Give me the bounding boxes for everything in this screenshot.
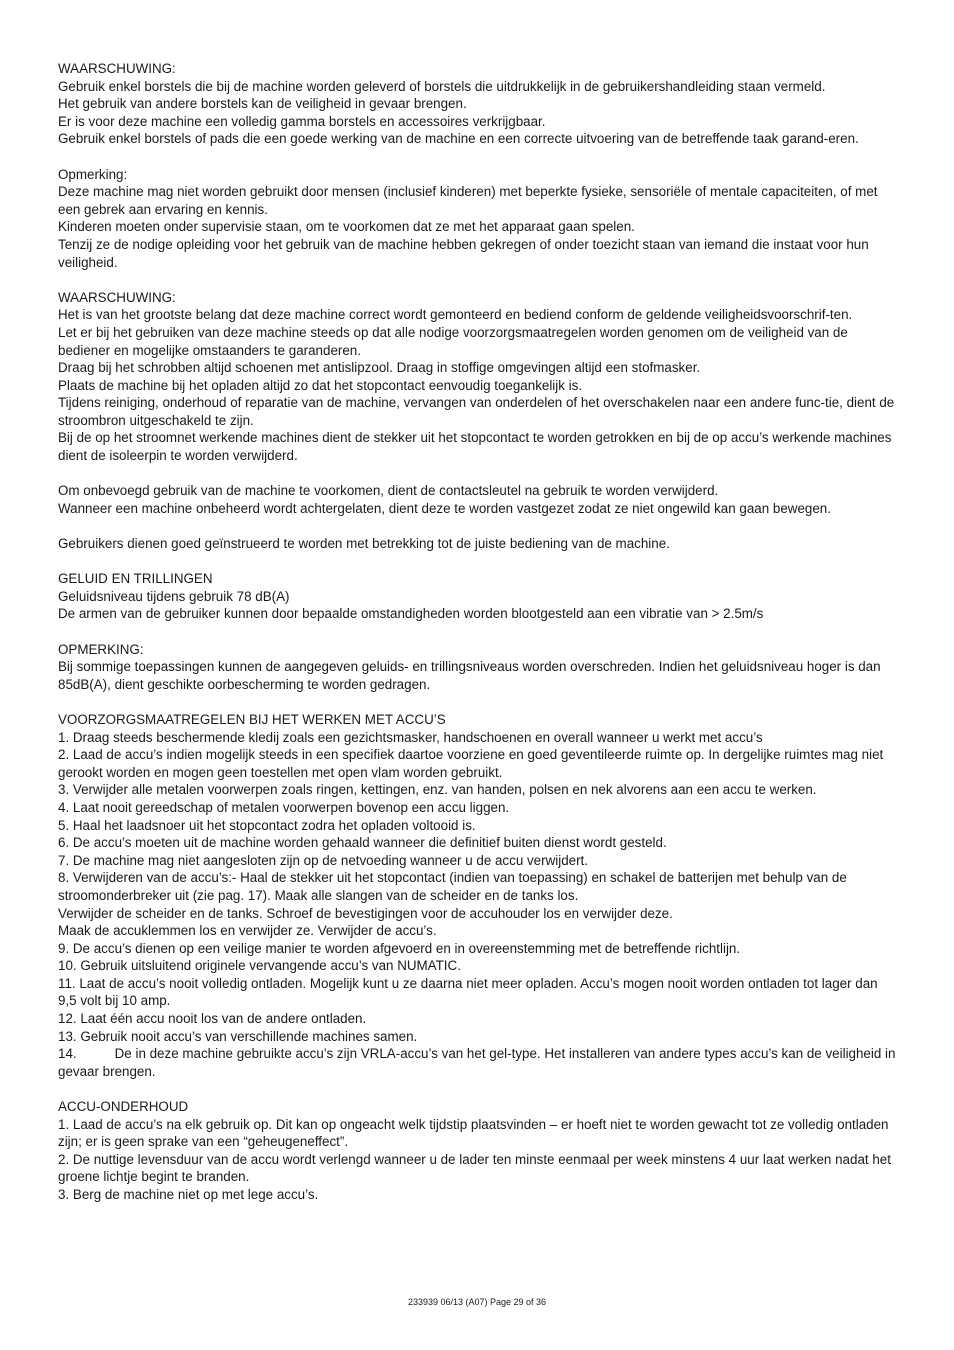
section-heading: OPMERKING: [58, 641, 144, 657]
document-body [58, 60, 898, 1221]
section-heading: WAARSCHUWING: [58, 289, 176, 305]
paragraph-line: 3. Verwijder alle metalen voorwerpen zoals ringen, kettingen, enz. van handen, polsen en nek alvorens aan een accu te werken. [58, 782, 817, 798]
paragraph-line: Bij sommige toepassingen kunnen de aangegeven geluids- en trillingsniveaus worden overschreden. Indien het geluidsniveau hoger is dan 85dB(A), dient geschikte oorbescherming te worden gedragen. [58, 659, 881, 692]
paragraph-line: 7. De machine mag niet aangesloten zijn op de netvoeding wanneer u de accu verwijdert. [58, 852, 589, 868]
section [58, 570, 898, 623]
section [58, 289, 898, 465]
paragraph-line: Gebruik enkel borstels die bij de machine worden geleverd of borstels die uitdrukkelijk in de gebruikershandleiding staan vermeld. [58, 78, 826, 94]
paragraph-line: 4. Laat nooit gereedschap of metalen voorwerpen bovenop een accu liggen. [58, 799, 510, 815]
paragraph-line: Wanneer een machine onbeheerd wordt achtergelaten, dient deze te worden vastgezet zodat ze niet ongewild kan gaan bewegen. [58, 500, 831, 516]
paragraph-line: 12. Laat één accu nooit los van de andere ontladen. [58, 1011, 367, 1027]
list-item-text: De in deze machine gebruikte accu’s zijn VRLA-accu’s van het gel-type. Het installeren van andere types accu’s kan de veiligheid in gevaar brengen. [58, 1046, 896, 1079]
paragraph-line: 2. De nuttige levensduur van de accu wordt verlengd wanneer u de lader ten minste eenmaal per week minstens 4 uur laat werken nadat het groene lichtje begint te branden. [58, 1151, 891, 1185]
page-footer: 233939 06/13 (A07) Page 29 of 36 [407, 1297, 547, 1307]
paragraph-line: Kinderen moeten onder supervisie staan, om te voorkomen dat ze met het apparaat gaan spelen. [58, 219, 635, 235]
section-heading: GELUID EN TRILLINGEN [58, 571, 213, 587]
section-heading: WAARSCHUWING: [58, 61, 176, 76]
paragraph-line: Gebruik enkel borstels of pads die een goede werking van de machine en een correcte uitvoering van de betreffende taak garand-eren. [58, 131, 859, 147]
section [58, 482, 898, 517]
paragraph-line: Gebruikers dienen goed geïnstrueerd te worden met betrekking tot de juiste bediening van de machine. [58, 536, 670, 552]
paragraph-line: 6. De accu’s moeten uit de machine worden gehaald wanneer die definitief buiten dienst wordt gesteld. [58, 835, 667, 851]
paragraph-line: Deze machine mag niet worden gebruikt door mensen (inclusief kinderen) met beperkte fysieke, sensoriële of mentale capaciteiten, of met een gebrek aan ervaring en kennis. [58, 184, 878, 217]
paragraph-line: Maak de accuklemmen los en verwijder ze. Verwijder de accu’s. [58, 923, 437, 939]
paragraph-line: Let er bij het gebruiken van deze machine steeds op dat alle nodige voorzorgsmaatregelen worden genomen om de veiligheid van de bediener en mogelijke omstaanders te garanderen. [58, 324, 848, 358]
paragraph-line: 5. Haal het laadsnoer uit het stopcontact zodra het opladen voltooid is. [58, 817, 476, 833]
paragraph-line: Om onbevoegd gebruik van de machine te voorkomen, dient de contactsleutel na gebruik te worden verwijderd. [58, 483, 719, 499]
section [58, 535, 898, 553]
paragraph-line: De armen van de gebruiker kunnen door bepaalde omstandigheden worden blootgesteld aan een vibratie van > 2.5m/s [58, 606, 764, 622]
paragraph-line: 1. Draag steeds beschermende kledij zoals een gezichtsmasker, handschoenen en overall wanneer u werkt met accu’s [58, 729, 763, 745]
paragraph-line: Geluidsniveau tijdens gebruik 78 dB(A) [58, 588, 290, 604]
section [58, 166, 898, 272]
paragraph-line: 10. Gebruik uitsluitend originele vervangende accu’s van NUMATIC. [58, 958, 461, 974]
section-heading: VOORZORGSMAATREGELEN BIJ HET WERKEN MET ACCU’S [58, 711, 446, 727]
section [58, 711, 898, 1080]
paragraph-line: Bij de op het stroomnet werkende machines dient de stekker uit het stopcontact te worden getrokken en bij de op accu’s werkende machines dient de isoleerpin te worden verwijderd. [58, 430, 892, 464]
paragraph-line: Verwijder de scheider en de tanks. Schroef de bevestigingen voor de accuhouder los en verwijder deze. [58, 905, 673, 921]
paragraph-line: 2. Laad de accu’s indien mogelijk steeds in een specifiek daartoe voorziene en goed geventileerde ruimte op. In dergelijke ruimtes mag niet gerookt worden en mogen geen toestellen met open vlam worden gebruikt. [58, 747, 884, 780]
paragraph-line: Het is van het grootste belang dat deze machine correct wordt gemonteerd en bediend conform de geldende veiligheidsvoorschrif-ten. [58, 307, 853, 323]
paragraph-line: 3. Berg de machine niet op met lege accu’s. [58, 1187, 319, 1202]
paragraph-line: Tenzij ze de nodige opleiding voor het gebruik van de machine hebben gekregen of onder toezicht staan van iemand die instaat voor hun veiligheid. [58, 236, 869, 270]
paragraph-line: Er is voor deze machine een volledig gamma borstels en accessoires verkrijgbaar. [58, 113, 546, 129]
paragraph-line: 13. Gebruik nooit accu’s van verschillende machines samen. [58, 1028, 418, 1044]
paragraph-line: 1. Laad de accu’s na elk gebruik op. Dit kan op ongeacht welk tijdstip plaatsvinden – er hoeft niet te worden gewacht tot ze volledig ontladen zijn; er is geen sprake van een “geheugeneffect”. [58, 1116, 889, 1150]
paragraph-line: Draag bij het schrobben altijd schoenen met antislipzool. Draag in stoffige omgevingen altijd een stofmasker. [58, 360, 701, 376]
section [58, 641, 898, 694]
section-heading: ACCU-ONDERHOUD [58, 1099, 189, 1115]
paragraph-line: 8. Verwijderen van de accu’s:- Haal de stekker uit het stopcontact (indien van toepassing) en schakel de batterijen met behulp van de stroomonderbreker uit (zie pag. 17). Maak alle slangen van de scheider en de tanks los. [58, 870, 847, 903]
list-item [58, 1045, 898, 1080]
paragraph-line: 9. De accu’s dienen op een veilige manier te worden afgevoerd en in overeenstemming met de betreffende richtlijn. [58, 940, 741, 956]
paragraph-line: 11. Laat de accu’s nooit volledig ontladen. Mogelijk kunt u ze daarna niet meer opladen. Accu’s mogen nooit worden ontladen tot lager dan 9,5 volt bij 10 amp. [58, 975, 878, 1009]
paragraph-line: Het gebruik van andere borstels kan de veiligheid in gevaar brengen. [58, 96, 467, 112]
section-heading: Opmerking: [58, 166, 128, 182]
section [58, 1098, 898, 1204]
paragraph-line: Tijdens reiniging, onderhoud of reparatie van de machine, vervangen van onderdelen of het overschakelen naar een andere func-tie, dient de stroombron uitgeschakeld te zijn. [58, 395, 895, 428]
section [58, 60, 898, 148]
paragraph-line: Plaats de machine bij het opladen altijd zo dat het stopcontact eenvoudig toegankelijk is. [58, 377, 583, 393]
list-item-number: 14. [58, 1046, 77, 1062]
